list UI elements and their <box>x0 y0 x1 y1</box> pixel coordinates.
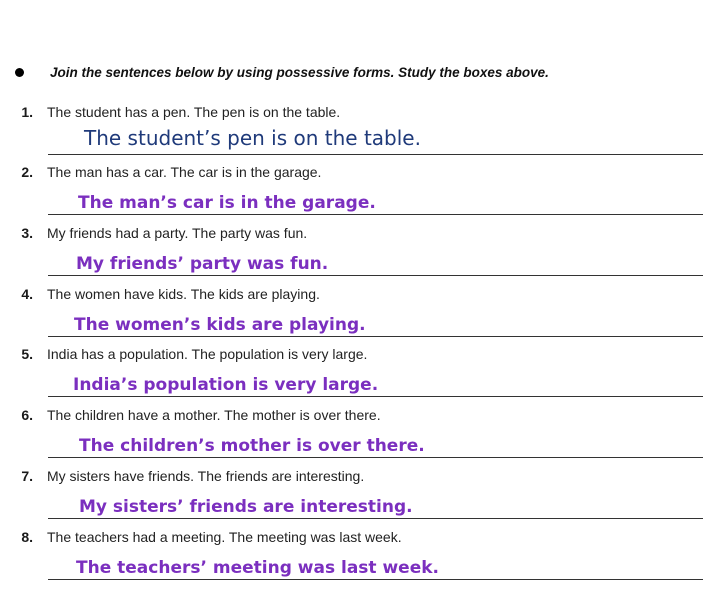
answer-text: The man’s car is in the garage. <box>78 193 376 213</box>
answer-line <box>48 579 703 580</box>
exercise-item-5 <box>0 344 726 405</box>
answer-line <box>48 154 703 155</box>
item-number: 5. <box>21 346 33 362</box>
item-number: 6. <box>21 407 33 423</box>
bullet-icon <box>15 68 24 77</box>
answer-text: The teachers’ meeting was last week. <box>76 558 439 578</box>
question-text: The children have a mother. The mother is over there. <box>47 407 381 423</box>
exercise-item-6 <box>0 405 726 466</box>
item-number: 8. <box>21 529 33 545</box>
exercise-item-1 <box>0 102 726 163</box>
answer-line <box>48 396 703 397</box>
exercise-item-4 <box>0 284 726 345</box>
question-text: My sisters have friends. The friends are interesting. <box>47 468 365 484</box>
question-text: India has a population. The population is very large. <box>47 346 368 362</box>
exercise-item-7 <box>0 466 726 527</box>
question-text: The teachers had a meeting. The meeting was last week. <box>47 529 402 545</box>
answer-text: My friends’ party was fun. <box>76 254 329 274</box>
answer-line <box>48 275 703 276</box>
question-text: The student has a pen. The pen is on the table. <box>47 104 341 120</box>
answer-line <box>48 214 703 215</box>
exercise-item-2 <box>0 162 726 223</box>
exercise-item-3 <box>0 223 726 284</box>
question-text: The man has a car. The car is in the garage. <box>47 164 322 180</box>
answer-text: The women’s kids are playing. <box>74 315 366 335</box>
instruction-text: Join the sentences below by using possessive forms. Study the boxes above. <box>50 64 549 80</box>
item-number: 4. <box>21 286 33 302</box>
answer-text: The student’s pen is on the table. <box>84 126 421 150</box>
answer-text: The children’s mother is over there. <box>79 436 425 456</box>
answer-text: India’s population is very large. <box>73 375 379 395</box>
instruction <box>12 61 712 83</box>
answer-text: My sisters’ friends are interesting. <box>79 497 413 517</box>
answer-line <box>48 518 703 519</box>
exercise-item-8 <box>0 527 726 588</box>
answer-line <box>48 336 703 337</box>
question-text: The women have kids. The kids are playing. <box>47 286 320 302</box>
question-text: My friends had a party. The party was fun. <box>47 225 308 241</box>
item-number: 2. <box>21 164 33 180</box>
item-number: 1. <box>21 104 33 120</box>
item-number: 3. <box>21 225 33 241</box>
answer-line <box>48 457 703 458</box>
item-number: 7. <box>21 468 33 484</box>
